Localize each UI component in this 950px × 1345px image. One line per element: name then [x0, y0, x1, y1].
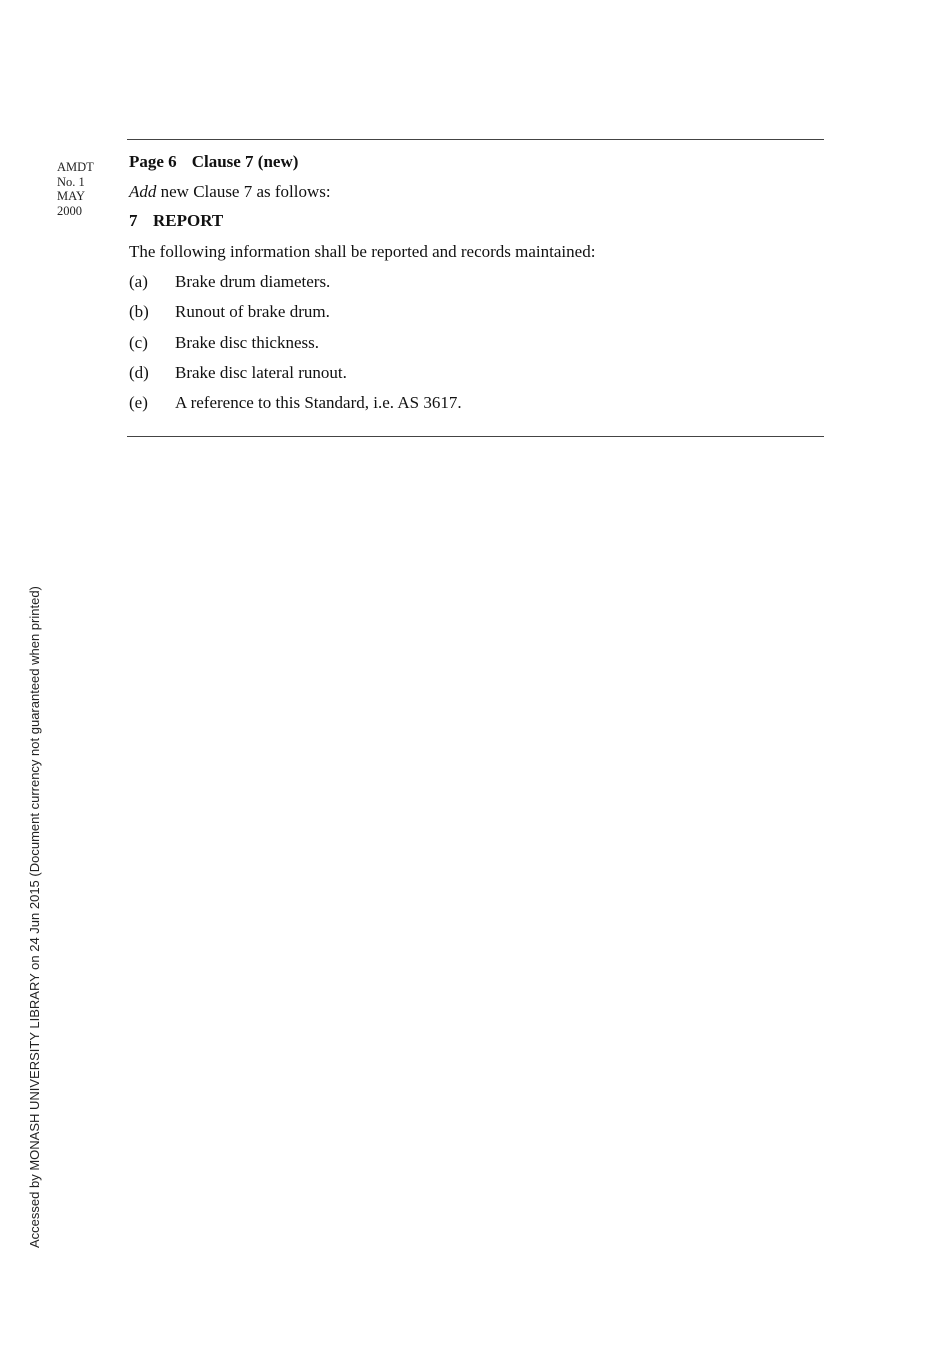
- list-item-text: Brake disc thickness.: [175, 332, 319, 352]
- margin-note-line: 2000: [57, 203, 82, 218]
- page-number: Page 6: [129, 152, 177, 171]
- instruction-text: new Clause 7 as follows:: [156, 182, 331, 201]
- amendment-content: [129, 150, 819, 422]
- list-item-text: Brake drum diameters.: [175, 272, 331, 291]
- list-item: [129, 301, 819, 323]
- report-items-list: [129, 271, 819, 414]
- page-clause-reference: [129, 150, 819, 173]
- list-item: [129, 332, 819, 354]
- list-item-text: Runout of brake drum.: [175, 302, 330, 322]
- intro-paragraph: The following information shall be reported and records maintained:: [129, 242, 596, 261]
- section-number: 7: [129, 211, 138, 230]
- margin-note-line: No. 1: [57, 174, 85, 189]
- section-heading: [129, 210, 819, 232]
- list-item-marker: (a): [129, 272, 148, 291]
- margin-note-line: MAY: [57, 189, 86, 203]
- margin-note-line: AMDT: [57, 160, 94, 174]
- list-item: [129, 392, 819, 414]
- list-item-marker: (c): [129, 332, 148, 352]
- list-item-text: Brake disc lateral runout.: [175, 362, 347, 382]
- clause-reference: Clause 7 (new): [191, 152, 299, 171]
- list-item-marker: (d): [129, 362, 149, 382]
- access-watermark: Accessed by MONASH UNIVERSITY LIBRARY on 24 Jun 2015 (Document currency not guaranteed when printed): [27, 586, 42, 1248]
- list-item-marker: (b): [129, 302, 149, 322]
- top-rule: [127, 139, 824, 140]
- section-title: REPORT: [153, 211, 224, 230]
- amendment-margin-note: [57, 160, 94, 218]
- list-item-marker: (e): [129, 393, 148, 413]
- instruction-verb: Add: [129, 182, 157, 201]
- list-item: [129, 362, 819, 384]
- bottom-rule: [127, 436, 824, 437]
- list-item-text: A reference to this Standard, i.e. AS 3617.: [175, 393, 462, 413]
- list-item: [129, 271, 819, 293]
- instruction-line: [129, 181, 819, 203]
